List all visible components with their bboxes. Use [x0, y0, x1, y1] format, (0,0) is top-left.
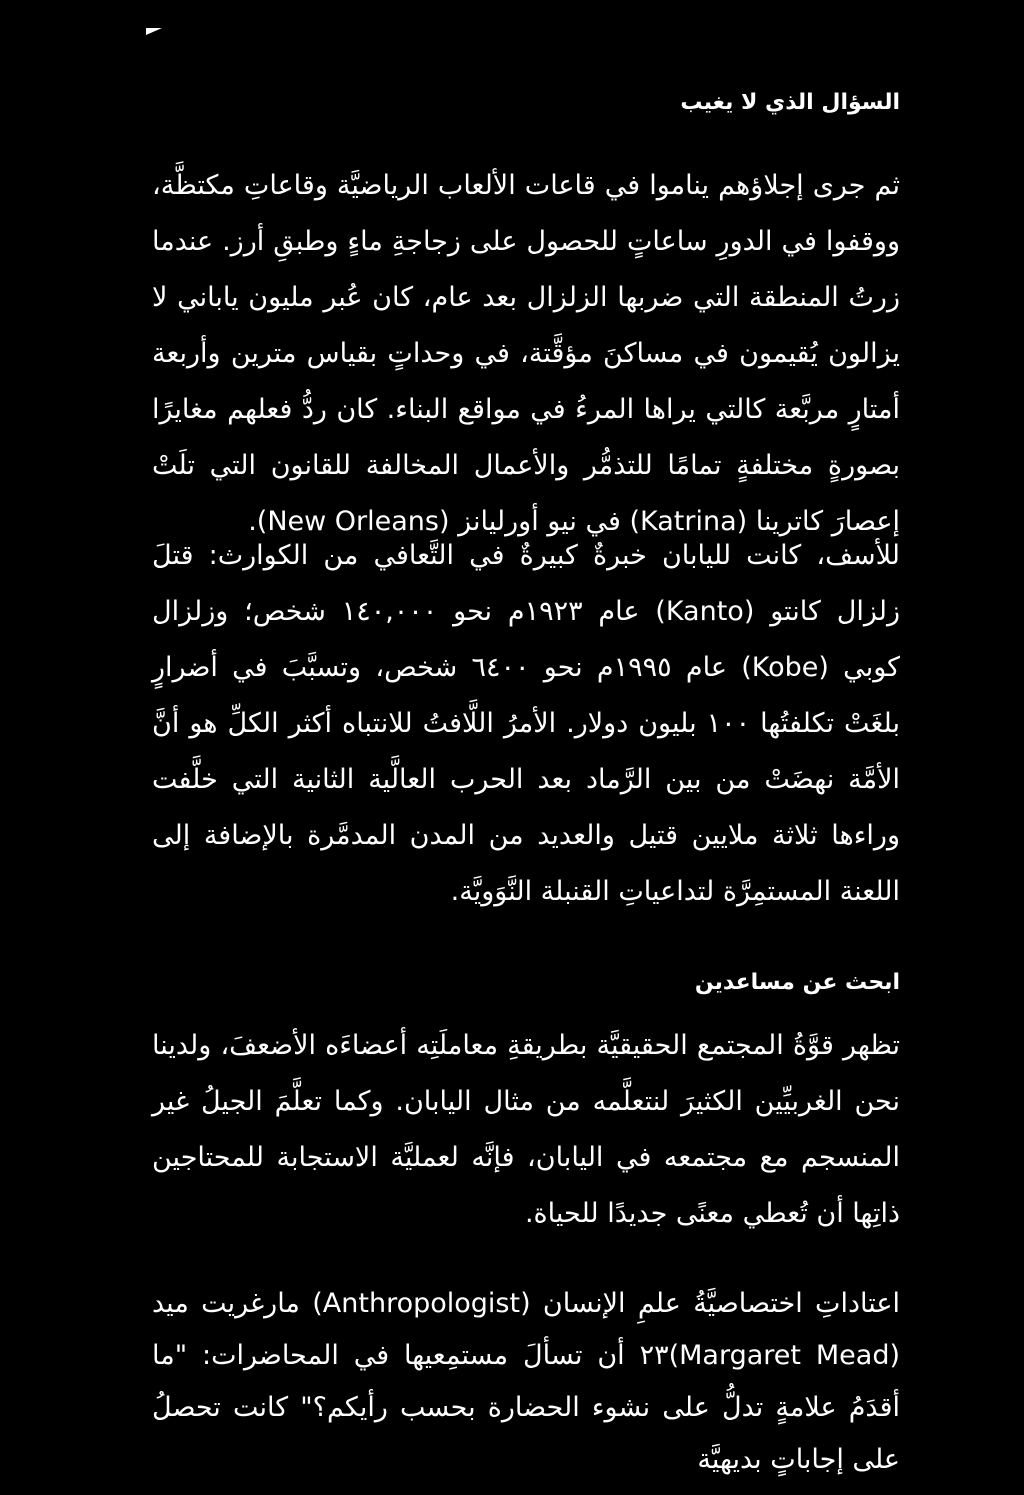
paragraph-evacuation: ثم جرى إجلاؤهم يناموا في قاعات الألعاب الرياضيَّة وقاعاتِ مكتظَّة، ووقفوا في الدورِ ساعاتٍ للحصول على زجاجةِ ماءٍ وطبقِ أرز. عندما زرتُ المنطقة التي ضربها الزلزال بعد عام، كان عُبر مليون ياباني لا يزالون يُقيمون في مساكنَ مؤقَّتة، في وحداتٍ بقياس مترين وأربعة أمتارٍ مربَّعة كالتي يراها المرءُ في مواقع البناء. كان ردُّ فعلهم مغايرًا بصورةٍ مختلفةٍ تمامًا للتذمُّر والأعمال المخالفة للقانون التي تلَتْ إعصارَ كاترينا (Katrina) في نيو أورليانز (New Orleans).: [152, 170, 900, 537]
corner-mark-icon: [146, 28, 162, 35]
paragraph-community-strength: تظهر قوَّةُ المجتمع الحقيقيَّة بطريقةِ معاملَتِه أعضاءَه الأضعفَ، ولدينا نحن الغربيِّين الكثيرَ لنتعلَّمه من مثال اليابان. وكما تعلَّمَ الجيلُ غير المنسجم مع مجتمعه في اليابان، فإنَّه لعمليَّة الاستجابة للمحتاجين ذاتِها أن تُعطي معنًى جديدًا للحياة.: [152, 1030, 900, 1229]
paragraph-disaster-history: للأسف، كانت لليابان خبرةٌ كبيرةٌ في التَّعافي من الكوارث: قتلَ زلزال كانتو (Kanto) عام ١٩٢٣م نحو ١٤٠,٠٠٠ شخص؛ وزلزال كوبي (Kobe) عام ١٩٩٥م نحو ٦٤٠٠ شخص، وتسبَّبَ في أضرارٍ بلغَتْ تكلفتُها ١٠٠ بليون دولار. الأمرُ اللَّافتُ للانتباه أكثر الكلِّ هو أنَّ الأمَّة نهضَتْ من بين الرَّماد بعد الحرب العالَّية الثانية التي خلَّفت وراءها ثلاثة ملايين قتيل والعديد من المدن المدمَّرة بالإضافة إلى اللعنة المستمِرَّة لتداعياتِ القنبلة النَّوَويَّة.: [152, 540, 901, 907]
paragraph-margaret-mead: اعتاداتِ اختصاصيَّةُ علمِ الإنسان (Anthropologist) مارغريت ميد (Margaret Mead)٢٣ أن تسألَ مستمِعيها في المحاضرات: "ما أقدَمُ علامةٍ تدلُّ على نشوء الحضارة بحسب رأيكم؟" كانت تحصلُ على إجاباتٍ بديهيَّة: [152, 1288, 900, 1475]
section-heading-hidden-question: السؤال الذي لا يغيب: [680, 90, 900, 115]
section-heading-find-helpers: ابحث عن مساعدين: [694, 970, 900, 995]
